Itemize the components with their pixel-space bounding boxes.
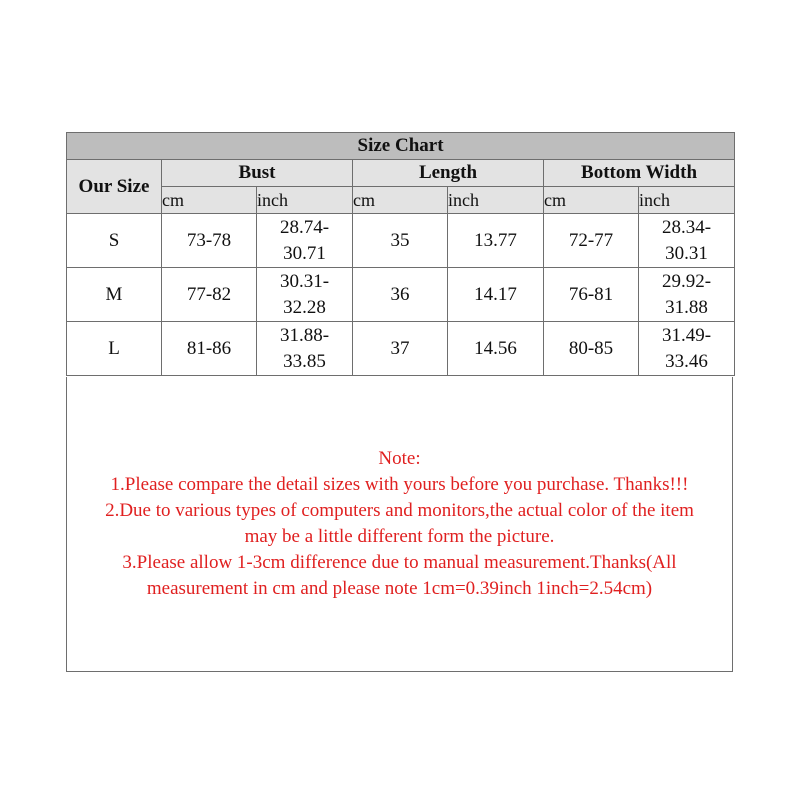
bust-header: Bust <box>162 160 353 187</box>
unit-label: inch <box>639 187 735 214</box>
unit-label: cm <box>544 187 639 214</box>
unit-label: cm <box>162 187 257 214</box>
range-end: 30.71 <box>283 242 326 264</box>
range-end: 30.31 <box>665 242 708 264</box>
group-header-row <box>67 160 735 187</box>
bottom-cm-cell: 80-85 <box>544 322 639 376</box>
range-start: 30.31- <box>279 270 330 292</box>
note-text <box>67 446 732 602</box>
length-cm-cell: 35 <box>353 214 448 268</box>
note-heading: Note: <box>378 448 421 469</box>
table-row <box>67 268 735 322</box>
bottom-cm-cell: 72-77 <box>544 214 639 268</box>
bust-inch-cell <box>257 268 353 322</box>
table-row <box>67 214 735 268</box>
unit-label: inch <box>448 187 544 214</box>
note-line: 3.Please allow 1-3cm difference due to manual measurement.Thanks(All <box>122 552 677 573</box>
our-size-header: Our Size <box>67 160 162 214</box>
length-header: Length <box>353 160 544 187</box>
range-start: 28.34- <box>661 216 712 238</box>
bottom-inch-cell <box>639 268 735 322</box>
size-chart-table <box>66 132 735 376</box>
unit-label: cm <box>353 187 448 214</box>
unit-label: inch <box>257 187 353 214</box>
range-start: 28.74- <box>279 216 330 238</box>
range-end: 32.28 <box>283 296 326 318</box>
table-row <box>67 322 735 376</box>
bust-cm-cell: 77-82 <box>162 268 257 322</box>
length-cm-cell: 37 <box>353 322 448 376</box>
note-box <box>66 377 733 672</box>
table-title: Size Chart <box>67 133 735 160</box>
bottom-width-header: Bottom Width <box>544 160 735 187</box>
range-start: 31.88- <box>279 324 330 346</box>
unit-header-row <box>67 187 735 214</box>
bottom-inch-cell <box>639 214 735 268</box>
range-start: 29.92- <box>661 270 712 292</box>
note-line: 1.Please compare the detail sizes with yours before you purchase. Thanks!!! <box>110 474 689 495</box>
range-end: 33.46 <box>665 350 708 372</box>
note-line: may be a little different form the picture. <box>244 526 555 547</box>
note-line: 2.Due to various types of computers and monitors,the actual color of the item <box>105 500 694 521</box>
bottom-cm-cell: 76-81 <box>544 268 639 322</box>
bust-cm-cell: 73-78 <box>162 214 257 268</box>
length-inch-cell: 14.17 <box>448 268 544 322</box>
range-end: 31.88 <box>665 296 708 318</box>
bottom-inch-cell <box>639 322 735 376</box>
size-cell: M <box>67 268 162 322</box>
bust-cm-cell: 81-86 <box>162 322 257 376</box>
size-cell: S <box>67 214 162 268</box>
bust-inch-cell <box>257 214 353 268</box>
length-inch-cell: 13.77 <box>448 214 544 268</box>
title-row <box>67 133 735 160</box>
length-cm-cell: 36 <box>353 268 448 322</box>
bust-inch-cell <box>257 322 353 376</box>
range-start: 31.49- <box>661 324 712 346</box>
size-cell: L <box>67 322 162 376</box>
note-line: measurement in cm and please note 1cm=0.39inch 1inch=2.54cm) <box>146 578 653 599</box>
range-end: 33.85 <box>283 350 326 372</box>
length-inch-cell: 14.56 <box>448 322 544 376</box>
